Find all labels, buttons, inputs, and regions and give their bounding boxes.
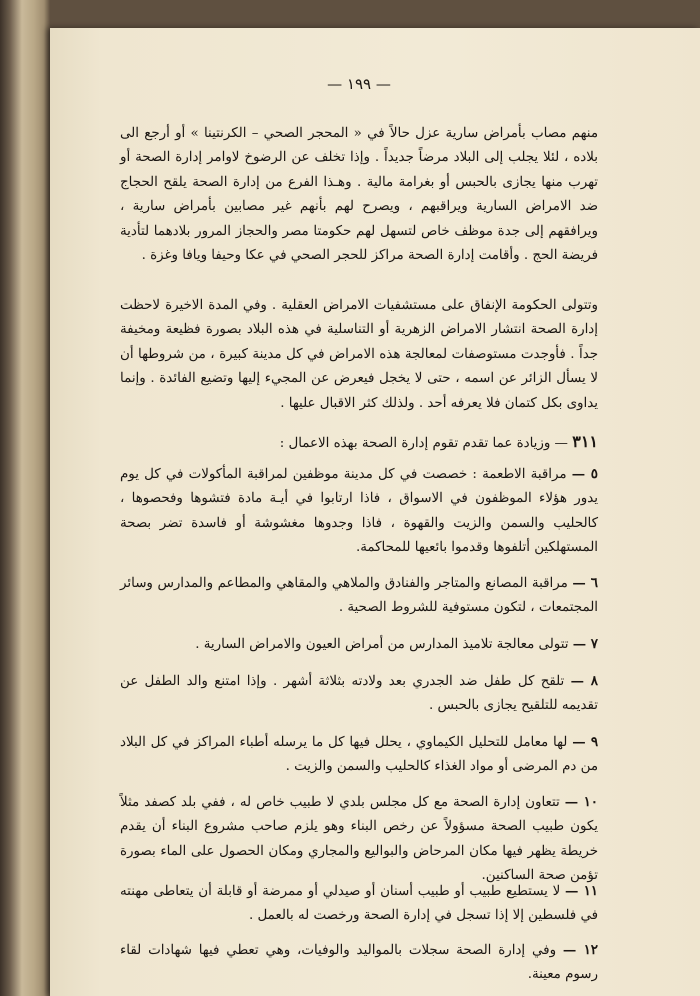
item-number: ١١ —: [565, 883, 598, 899]
list-item: [120, 879, 598, 929]
item-number: ٧ —: [572, 636, 598, 652]
item-number: ٥ —: [571, 466, 598, 482]
list-item: [120, 571, 598, 621]
item-text: تتعاون إدارة الصحة مع كل مجلس بلدي لا طبيب خاص له ، ففي بلد كصفد مثلاً يكون طبيب الصحة مسؤولاً عن رخص البناء وهو يلزم صاحب مشروع البناء أن يقدم خريطة يظهر فيها مكان المرحاض والبواليع والمجاري ومكان الحصول على الماء بصورة تؤمن صحة الساكنين.: [120, 795, 598, 884]
section-heading: [120, 430, 598, 456]
list-item: [120, 462, 598, 561]
item-number: ١٢ —: [562, 942, 598, 958]
list-item: [120, 938, 598, 988]
item-text: لها معامل للتحليل الكيماوي ، يحلل فيها كل ما يرسله أطباء المراكز في كل البلاد من دم المرضى أو مواد الغذاء كالحليب والسمن والزيت .: [120, 735, 598, 775]
item-text: تلقح كل طفل ضد الجدري بعد ولادته بثلاثة أشهر . وإذا امتنع والد الطفل عن تقديمه للتلقيح يجازى بالحبس .: [120, 674, 598, 714]
paragraph: وتتولى الحكومة الإنفاق على مستشفيات الامراض العقلية . وفي المدة الاخيرة لاحظت إدارة الصحة انتشار الامراض الزهرية أو التناسلية في هذه البلاد بصورة فظيعة ومخيفة جداً . فأوجدت مستوصفات لمعالجة هذه الامراض في كل مدينة كبيرة ، من شروطها أن لا يسأل الزائر عن اسمه ، حتى لا يخجل فيعرض عن المجيء إليها وتضيع الفائدة . وإنما يداوى بكل كتمان فلا يعرفه أحد . ولذلك كثر الاقبال عليها .: [120, 298, 598, 411]
item-text: تتولى معالجة تلاميذ المدارس من أمراض العيون والامراض السارية .: [195, 637, 573, 652]
item-text: لا يستطيع طبيب أو طبيب أسنان أو صيدلي أو ممرضة أو قابلة أن يتعاطى مهنته في فلسطين إلا إذا تسجل في إدارة الصحة ورخصت له بالعمل .: [120, 884, 598, 924]
item-number: ٦ —: [572, 575, 598, 591]
list-item: [120, 790, 598, 889]
list-item: [120, 730, 598, 780]
paragraph: منهم مصاب بأمراض سارية عزل حالاً في « المحجر الصحي – الكرنتينا » أو أرجع الى بلاده ، لئلا يجلب إلى البلاد مرضاً جديداً . وإذا تخلف عن الرضوخ لاوامر إدارة الصحة أو تهرب منها يجازى بالحبس أو بغرامة مالية . وهـذا الفرع من إدارة الصحة يلقح الحجاج ضد الامراض السارية ويراقبهم ، ويصرح لهم بأنهم غير مصابين بأمراض سارية ، ويرافقهم إلى جدة موظف خاص لتسهل لهم حكومتا مصر والحجاز المرور بلادهما لتأدية فريضة الحج . وأقامت إدارة الصحة مراكز للحجر الصحي في عكا وحيفا ويافا وغزة .: [120, 126, 598, 264]
list-item: [120, 632, 598, 657]
item-text: مراقبة المصانع والمتاجر والفنادق والملاهي والمقاهي والمطاعم والمدارس وسائر المجتمعات ، لتكون مستوفية للشروط الصحية .: [120, 576, 598, 616]
book-page: [50, 28, 700, 996]
item-text: مراقبة الاطعمة : خصصت في كل مدينة موظفين لمراقبة المأكولات في كل يوم يدور هؤلاء الموظفون في الاسواق ، فاذا ارتابوا في أيـة مادة فتشوها وفحصوها ، كالحليب والسمن والزيت والقهوة ، فاذا وجدوها مغشوشة أو فاسدة تضر بصحة المستهلكين أتلفوها وقدموا بائعيها للمحاكمة.: [120, 467, 598, 556]
item-number: ١٠ —: [564, 794, 598, 810]
list-item: [120, 669, 598, 719]
page-number: — ١٩٩ —: [327, 75, 391, 93]
item-number: ٨ —: [570, 673, 598, 689]
section-number: ٣١١: [572, 432, 598, 451]
item-number: ٩ —: [572, 734, 599, 750]
section-text: — وزيادة عما تقدم تقوم إدارة الصحة بهذه الاعمال :: [279, 436, 573, 451]
item-text: وفي إدارة الصحة سجلات بالمواليد والوفيات، وهي تعطي فيها شهادات لقاء رسوم معينة.: [120, 943, 598, 983]
